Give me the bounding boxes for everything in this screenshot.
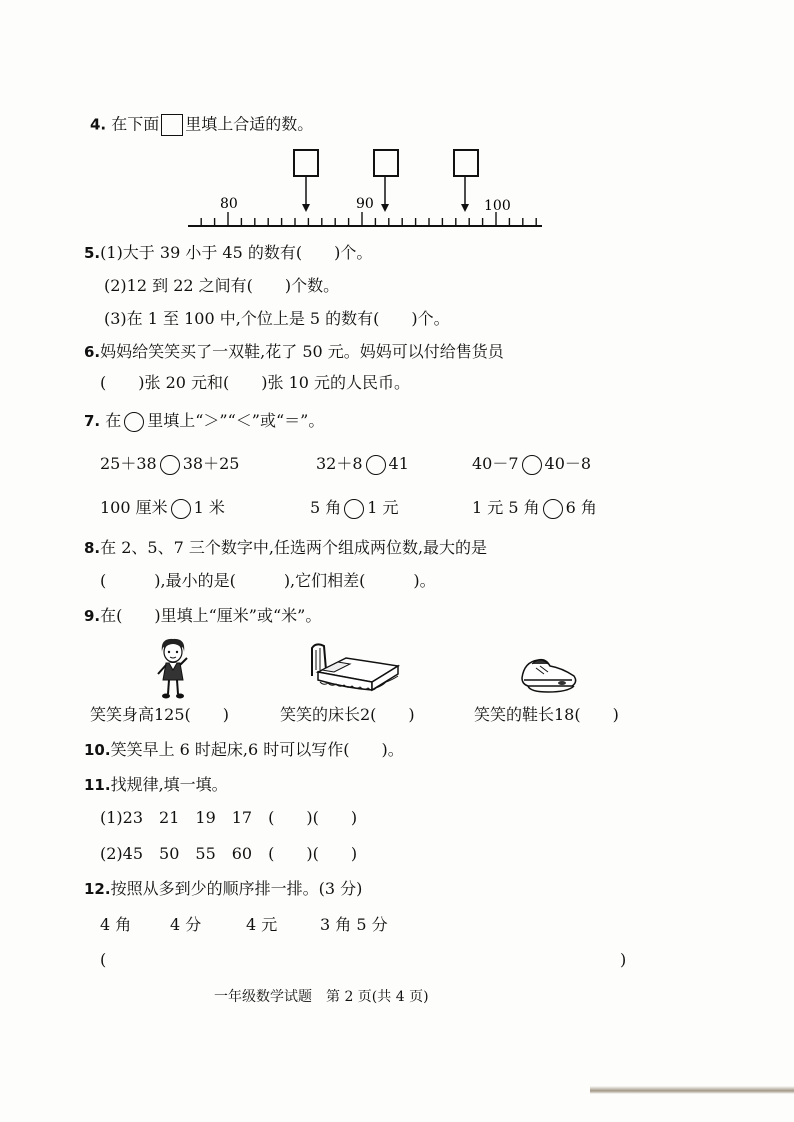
question-7 — [84, 411, 324, 432]
question-9 — [84, 606, 321, 626]
question-8-line-2: ( ),最小的是( ),它们相差( )。 — [100, 571, 436, 590]
question-5-line-1 — [84, 243, 372, 263]
answer-box-1[interactable] — [294, 150, 318, 212]
compare-circle[interactable] — [366, 455, 386, 475]
shoes-icon — [518, 650, 580, 694]
money-item-1: 4 角 — [100, 915, 132, 934]
money-item-3: 4 元 — [246, 915, 278, 934]
question-text: 里填上合适的数。 — [185, 114, 314, 134]
question-number: 4. — [90, 115, 107, 134]
compare-left: 100 厘米 — [100, 498, 168, 517]
question-text: 笑笑早上 6 时起床,6 时可以写作( )。 — [110, 740, 404, 759]
number-line — [180, 140, 560, 240]
shoe-length-caption: 笑笑的鞋长18( ) — [474, 705, 619, 724]
number-line-ticks — [201, 212, 536, 226]
compare-right: 1 米 — [193, 498, 225, 517]
question-number: 6. — [84, 343, 101, 361]
tick-label-100: 100 — [484, 198, 511, 214]
compare-item-4 — [100, 498, 225, 519]
compare-right: 40－8 — [544, 454, 592, 473]
question-text: 找规律,填一填。 — [110, 775, 228, 794]
compare-circle[interactable] — [522, 455, 542, 475]
money-item-2: 4 分 — [170, 915, 202, 934]
question-6-line-2: ( )张 20 元和( )张 10 元的人民币。 — [100, 373, 411, 392]
girl-icon — [152, 636, 194, 700]
question-text: 在 2、5、7 三个数字中,任选两个组成两位数,最大的是 — [100, 538, 488, 557]
compare-circle[interactable] — [171, 499, 191, 519]
tick-label-80: 80 — [220, 196, 238, 212]
compare-item-2 — [316, 454, 409, 475]
question-number: 9. — [84, 607, 101, 625]
question-12 — [84, 879, 362, 899]
question-number: 12. — [84, 880, 111, 898]
compare-left: 5 角 — [310, 498, 342, 517]
compare-item-3 — [472, 454, 591, 475]
question-10 — [84, 740, 404, 760]
compare-right: 1 元 — [367, 498, 399, 517]
question-number: 10. — [84, 741, 111, 759]
question-11-line-2: (2)45 50 55 60 ( )( ) — [100, 844, 358, 863]
scan-shadow — [590, 1086, 794, 1094]
question-text: (1)大于 39 小于 45 的数有( )个。 — [100, 243, 373, 262]
tick-label-90: 90 — [356, 196, 374, 212]
answer-box-2[interactable] — [374, 150, 398, 212]
compare-left: 40－7 — [472, 454, 519, 473]
compare-circle[interactable] — [160, 455, 180, 475]
question-4 — [90, 114, 313, 136]
compare-left: 25＋38 — [100, 454, 157, 473]
question-11-line-1: (1)23 21 19 17 ( )( ) — [100, 808, 358, 827]
compare-right: 41 — [388, 454, 409, 473]
question-5-line-3: (3)在 1 至 100 中,个位上是 5 的数有( )个。 — [104, 309, 450, 328]
question-number: 7. — [84, 412, 101, 430]
answer-close-paren: ) — [620, 950, 627, 969]
question-5-line-2: (2)12 到 22 之间有( )个数。 — [104, 276, 340, 295]
compare-item-5 — [310, 498, 399, 519]
answer-box-icon — [161, 114, 183, 136]
page-footer: 一年级数学试题 第 2 页(共 4 页) — [214, 989, 429, 1005]
compare-left: 32＋8 — [316, 454, 363, 473]
compare-circle[interactable] — [543, 499, 563, 519]
bed-length-caption: 笑笑的床长2( ) — [280, 705, 415, 724]
compare-left: 1 元 5 角 — [472, 498, 540, 517]
question-number: 11. — [84, 776, 111, 794]
compare-right: 38＋25 — [182, 454, 240, 473]
question-text: 在( )里填上“厘米”或“米”。 — [100, 606, 322, 625]
compare-item-6 — [472, 498, 597, 519]
question-text: 妈妈给笑笑买了一双鞋,花了 50 元。妈妈可以付给售货员 — [100, 342, 504, 361]
money-item-4: 3 角 5 分 — [320, 915, 388, 934]
compare-item-1 — [100, 454, 239, 475]
question-number: 5. — [84, 244, 101, 262]
compare-circle[interactable] — [344, 499, 364, 519]
question-text: 按照从多到少的顺序排一排。(3 分) — [110, 879, 363, 898]
girl-height-caption: 笑笑身高125( ) — [90, 705, 230, 724]
answer-box-3[interactable] — [454, 150, 478, 212]
question-6-line-1 — [84, 342, 504, 362]
compare-right: 6 角 — [565, 498, 597, 517]
compare-circle-icon — [124, 412, 144, 432]
question-number: 8. — [84, 539, 101, 557]
question-text: 里填上“＞”“＜”或“＝”。 — [147, 411, 325, 430]
question-text: 在下面 — [111, 114, 160, 134]
bed-icon — [306, 640, 402, 698]
question-text: 在 — [105, 411, 122, 430]
answer-open-paren: ( — [100, 950, 107, 969]
question-8-line-1 — [84, 538, 487, 558]
question-11 — [84, 775, 228, 795]
